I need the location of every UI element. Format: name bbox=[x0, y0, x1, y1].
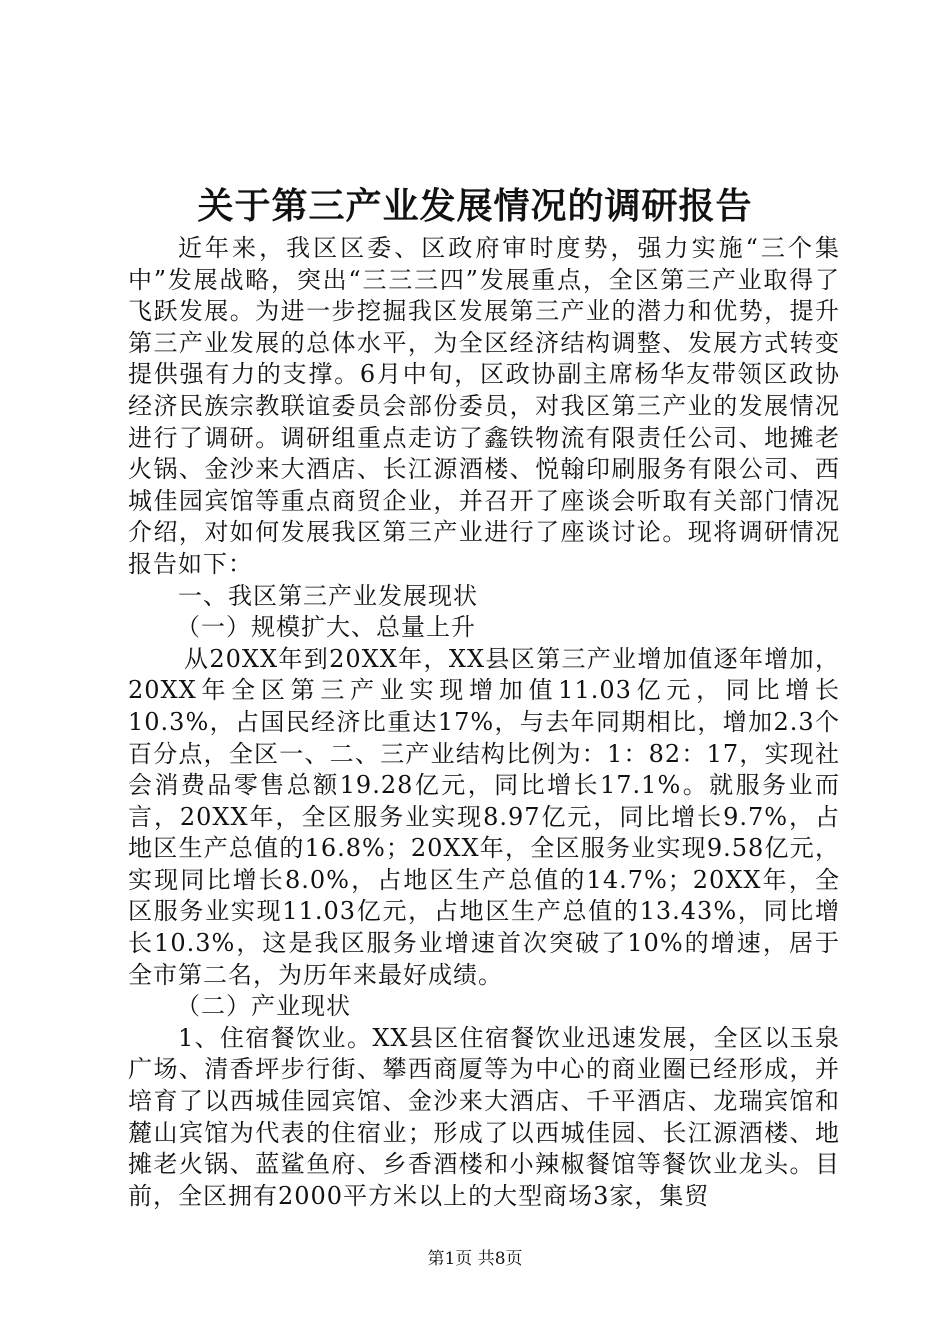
subsection-heading: （二）产业现状 bbox=[176, 992, 351, 1021]
document-title: 关于第三产业发展情况的调研报告 bbox=[197, 185, 753, 227]
intro-paragraph: 近年来，我区区委、区政府审时度势，强力实施“三个集中”发展战略，突出“三三三四”发展重点，全区第三产业取得了飞跃发展。为进一步挖掘我区发展第三产业的潜力和优势，提升第三产业发展的总体水平，为全区经济结构调整、发展方式转变提供强有力的支撑。6月中旬，区政协副主席杨华友带领区政协经济民族宗教联谊委员会部份委员，对我区第三产业的发展情况进行了调研。调研组重点走访了鑫铁物流有限责任公司、地摊老火锅、金沙来大酒店、长江源酒楼、悦翰印刷服务有限公司、西城佳园宾馆等重点商贸企业，并召开了座谈会听取有关部门情况介绍，对如何发展我区第三产业进行了座谈讨论。现将调研情况报告如下： bbox=[128, 234, 840, 578]
page-number: 第1页 共8页 bbox=[427, 1249, 523, 1269]
body-paragraph: 从20XX年到20XX年，XX县区第三产业增加值逐年增加，20XX年全区第三产业实现增加值11.03亿元，同比增长10.3%，占国民经济比重达17%，与去年同期相比，增加2.3个百分点，全区一、二、三产业结构比例为：1：82：17，实现社会消费品零售总额19.28亿元，同比增长17.1%。就服务业而言，20XX年，全区服务业实现8.97亿元，同比增长9.7%，占地区生产总值的16.8%；20XX年，全区服务业实现9.58亿元，实现同比增长8.0%，占地区生产总值的14.7%；20XX年，全区服务业实现11.03亿元，占地区生产总值的13.43%，同比增长10.3%，这是我区服务业增速首次突破了10%的增速，居于全市第二名，为历年来最好成绩。 bbox=[128, 644, 840, 989]
body-paragraph: 1、住宿餐饮业。XX县区住宿餐饮业迅速发展，全区以玉泉广场、清香坪步行街、攀西商厦等为中心的商业圈已经形成，并培育了以西城佳园宾馆、金沙来大酒店、千平酒店、龙瑞宾馆和麓山宾馆为代表的住宿业；形成了以西城佳园、长江源酒楼、地摊老火锅、蓝鲨鱼府、乡香酒楼和小辣椒餐馆等餐饮业龙头。目前，全区拥有2000平方米以上的大型商场3家，集贸 bbox=[128, 1023, 840, 1210]
document-body bbox=[128, 233, 840, 1212]
subsection-heading: （一）规模扩大、总量上升 bbox=[176, 613, 476, 642]
section-heading: 一、我区第三产业发展现状 bbox=[178, 581, 478, 610]
